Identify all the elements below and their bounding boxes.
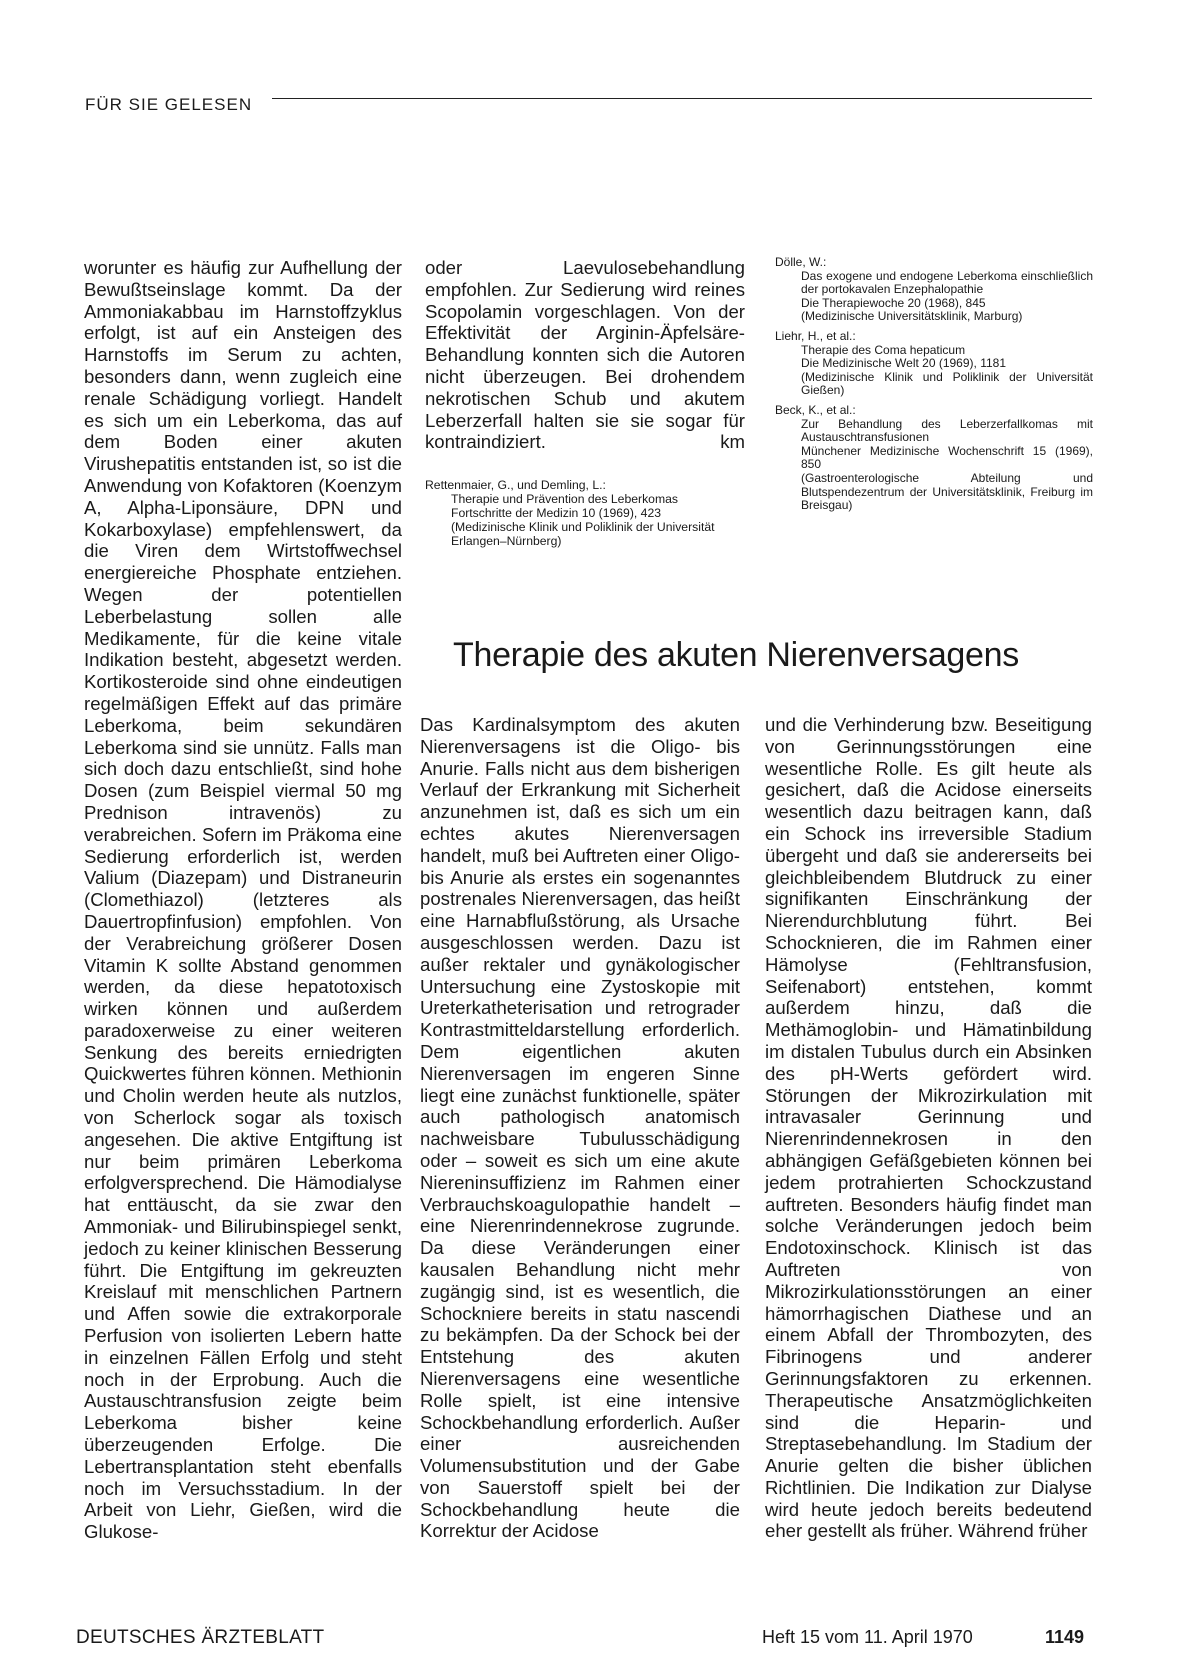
page-number: 1149: [1045, 1627, 1085, 1647]
author-signature: km: [720, 431, 745, 453]
article-title: Therapie des akuten Nierenversagens: [453, 636, 1019, 674]
column-1: [84, 257, 402, 1543]
reference-line: Die Therapiewoche 20 (1968), 845: [801, 295, 986, 310]
body-text: [425, 257, 745, 453]
reference-entry: [425, 478, 745, 548]
reference-entry: [775, 330, 1093, 398]
reference-block: [425, 478, 745, 554]
reference-line: Therapie und Prävention des Leberkomas: [451, 492, 678, 506]
section-label: FÜR SIE GELESEN: [85, 95, 253, 114]
reference-author: Rettenmaier, G., und Demling, L.:: [425, 478, 606, 492]
reference-line: Fortschritte der Medizin 10 (1969), 423: [451, 506, 661, 520]
reference-line: Zur Behandlung des Leberzerfallkomas mit Austauschtransfusionen: [801, 416, 1093, 445]
body-text-end: oder Laevulosebehandlung empfohlen. Zur Sedierung wird reines Scopolamin vorgeschlagen. Von der Effektivität der Arginin-Äpfelsäre-Behandlung konnten sich die Autoren nicht überzeugen. Bei drohendem nekrotischen Schub und akutem Leberzerfall halten sie sie sogar für kontraindiziert.: [425, 257, 745, 453]
reference-line: (Gastroenterologische Abteilung und Blutspendezentrum der Universitätsklinik, Freiburg im Breisgau): [801, 470, 1093, 513]
reference-author: Dölle, W.:: [775, 255, 827, 269]
column-2: [425, 257, 745, 453]
reference-line: Die Medizinische Welt 20 (1969), 1181: [801, 356, 1006, 371]
reference-line: Münchener Medizinische Wochenschrift 15 (1969), 850: [801, 443, 1093, 472]
column-3: [420, 714, 740, 1542]
reference-block: [775, 256, 1093, 519]
reference-line: (Medizinische Klinik und Poliklinik der Universität Gießen): [801, 369, 1093, 398]
journal-name: DEUTSCHES ÄRZTEBLATT: [76, 1627, 325, 1648]
reference-entry: [775, 256, 1093, 324]
body-text: Das Kardinalsymptom des akuten Nierenversagens ist die Oligo- bis Anurie. Falls nicht aus dem bisherigen Verlauf der Erkrankung mit Sicherheit anzunehmen ist, daß es sich um ein echtes akutes Nierenversagen handelt, muß bei Auftreten einer Oligo- bis Anurie als erstes ein sogenanntes postrenales Nierenversagen, das heißt eine Harnabflußstörung, als Ursache ausgeschlossen werden. Dazu ist außer rektaler und gynäkologischer Untersuchung eine Zystoskopie mit Ureterkatheterisation und retrograder Kontrastmitteldarstellung erforderlich. Dem eigentlichen akuten Nierenversagen im engeren Sinne liegt eine zunächst funktionelle, später auch pathologisch anatomisch nachweisbare Tubulusschädigung oder – soweit es sich um eine akute Niereninsuffizienz im Rahmen einer Verbrauchskoagulopathie handelt – eine Nierenrindennekrose zugrunde. Da diese Veränderungen einer kausalen Behandlung nicht mehr zugängig sind, ist es wesentlich, die Schockniere bereits in statu nascendi zu bekämpfen. Da der Schock bei der Entstehung des akuten Nierenversagens eine wesentliche Rolle spielt, ist eine intensive Schockbehandlung erforderlich. Außer einer ausreichenden Volumensubstitution und der Gabe von Sauerstoff spielt bei der Schockbehandlung heute die Korrektur der Acidose: [420, 714, 740, 1542]
reference-line: (Medizinische Universitätsklinik, Marburg): [801, 309, 1023, 324]
reference-line: Therapie des Coma hepaticum: [801, 342, 966, 357]
column-4: [765, 714, 1092, 1542]
section-divider: [272, 98, 1092, 99]
reference-author: Liehr, H., et al.:: [775, 328, 856, 343]
reference-entry: [775, 404, 1093, 513]
body-text: und die Verhinderung bzw. Beseitigung von Gerinnungsstörungen eine wesentliche Rolle. Es gilt heute als gesichert, daß die Acidose einerseits wesentlich dazu beitragen kann, daß ein Schock ins irreversible Stadium übergeht und daß sie andererseits bei gleichbleibendem Blutdruck zu einer signifikanten Einschränkung der Nierendurchblutung führt. Bei Schocknieren, die im Rahmen einer Hämolyse (Fehltransfusion, Seifenabort) entstehen, kommt außerdem hinzu, daß die Methämoglobin- und Hämatinbildung im distalen Tubulus durch ein Absinken des pH-Werts gefördert wird. Störungen der Mikrozirkulation mit intravasaler Gerinnung und Nierenrindennekrosen in den abhängigen Gefäßgebieten können bei jedem protrahierten Schockzustand auftreten. Besonders häufig findet man solche Veränderungen jedoch beim Endotoxinschock. Klinisch ist das Auftreten von Mikrozirkulationsstörungen an einer hämorrhagischen Diathese und an einem Abfall der Thrombozyten, des Fibrinogens und anderer Gerinnungsfaktoren zu erkennen. Therapeutische Ansatzmöglichkeiten sind die Heparin- und Streptasebehandlung. Im Stadium der Anurie gelten die bisher üblichen Richtlinien. Die Indikation zur Dialyse wird heute jedoch bereits bedeutend eher gestellt als früher. Während früher: [765, 714, 1092, 1542]
issue-date: Heft 15 vom 11. April 1970: [762, 1627, 973, 1647]
body-text: worunter es häufig zur Aufhellung der Bewußtseinslage kommt. Da der Ammoniakabbau im Harnstoffzyklus erfolgt, ist auf ein Ansteigen des Harnstoffs im Serum zu achten, besonders dann, wenn zugleich eine renale Schädigung vorliegt. Handelt es sich um ein Leberkoma, das auf dem Boden einer akuten Virushepatitis entstanden ist, so ist die Anwendung von Kofaktoren (Koenzym A, Alpha-Liponsäure, DPN und Kokarboxylase) empfehlenswert, da die Viren dem Wirtstoffwechsel energiereiche Phosphate entziehen. Wegen der potentiellen Leberbelastung sollen alle Medikamente, für die keine vitale Indikation besteht, abgesetzt werden. Kortikosteroide sind ohne eindeutigen regelmäßigen Effekt auf das primäre Leberkoma, beim sekundären Leberkoma sind sie unnütz. Falls man sich doch dazu entschließt, sind hohe Dosen (zum Beispiel viermal 50 mg Prednison intravenös) zu verabreichen. Sofern im Präkoma eine Sedierung erforderlich ist, werden Valium (Diazepam) und Distraneurin (Clomethiazol) (letzteres als Dauertropfinfusion) empfohlen. Von der Verabreichung größerer Dosen Vitamin K sollte Abstand genommen werden, da diese hepatotoxisch wirken können und außerdem paradoxerweise zu einer weiteren Senkung des bereits erniedrigten Quickwertes führen können. Methionin und Cholin werden heute als nutzlos, von Scherlock sogar als toxisch angesehen. Die aktive Entgiftung ist nur beim primären Leberkoma erfolgversprechend. Die Hämodialyse hat enttäuscht, da sie zwar den Ammoniak- und Bilirubinspiegel senkt, jedoch zu keiner klinischen Besserung führt. Die Entgiftung im gekreuzten Kreislauf mit menschlichen Partnern und Affen sowie die extrakorporale Perfusion von isolierten Lebern hatte in einzelnen Fällen Erfolg und steht noch in der Erprobung. Auch die Austauschtransfusion zeigte beim Leberkoma bisher keine überzeugenden Erfolge. Die Lebertransplantation steht ebenfalls noch im Versuchsstadium. In der Arbeit von Liehr, Gießen, wird die Glukose-: [84, 257, 402, 1543]
reference-line: (Medizinische Klinik und Poliklinik der Universität Erlangen–Nürnberg): [451, 520, 715, 548]
reference-line: Das exogene und endogene Leberkoma einschließlich der portokavalen Enzephalopathie: [801, 268, 1093, 297]
reference-author: Beck, K., et al.:: [775, 402, 856, 417]
